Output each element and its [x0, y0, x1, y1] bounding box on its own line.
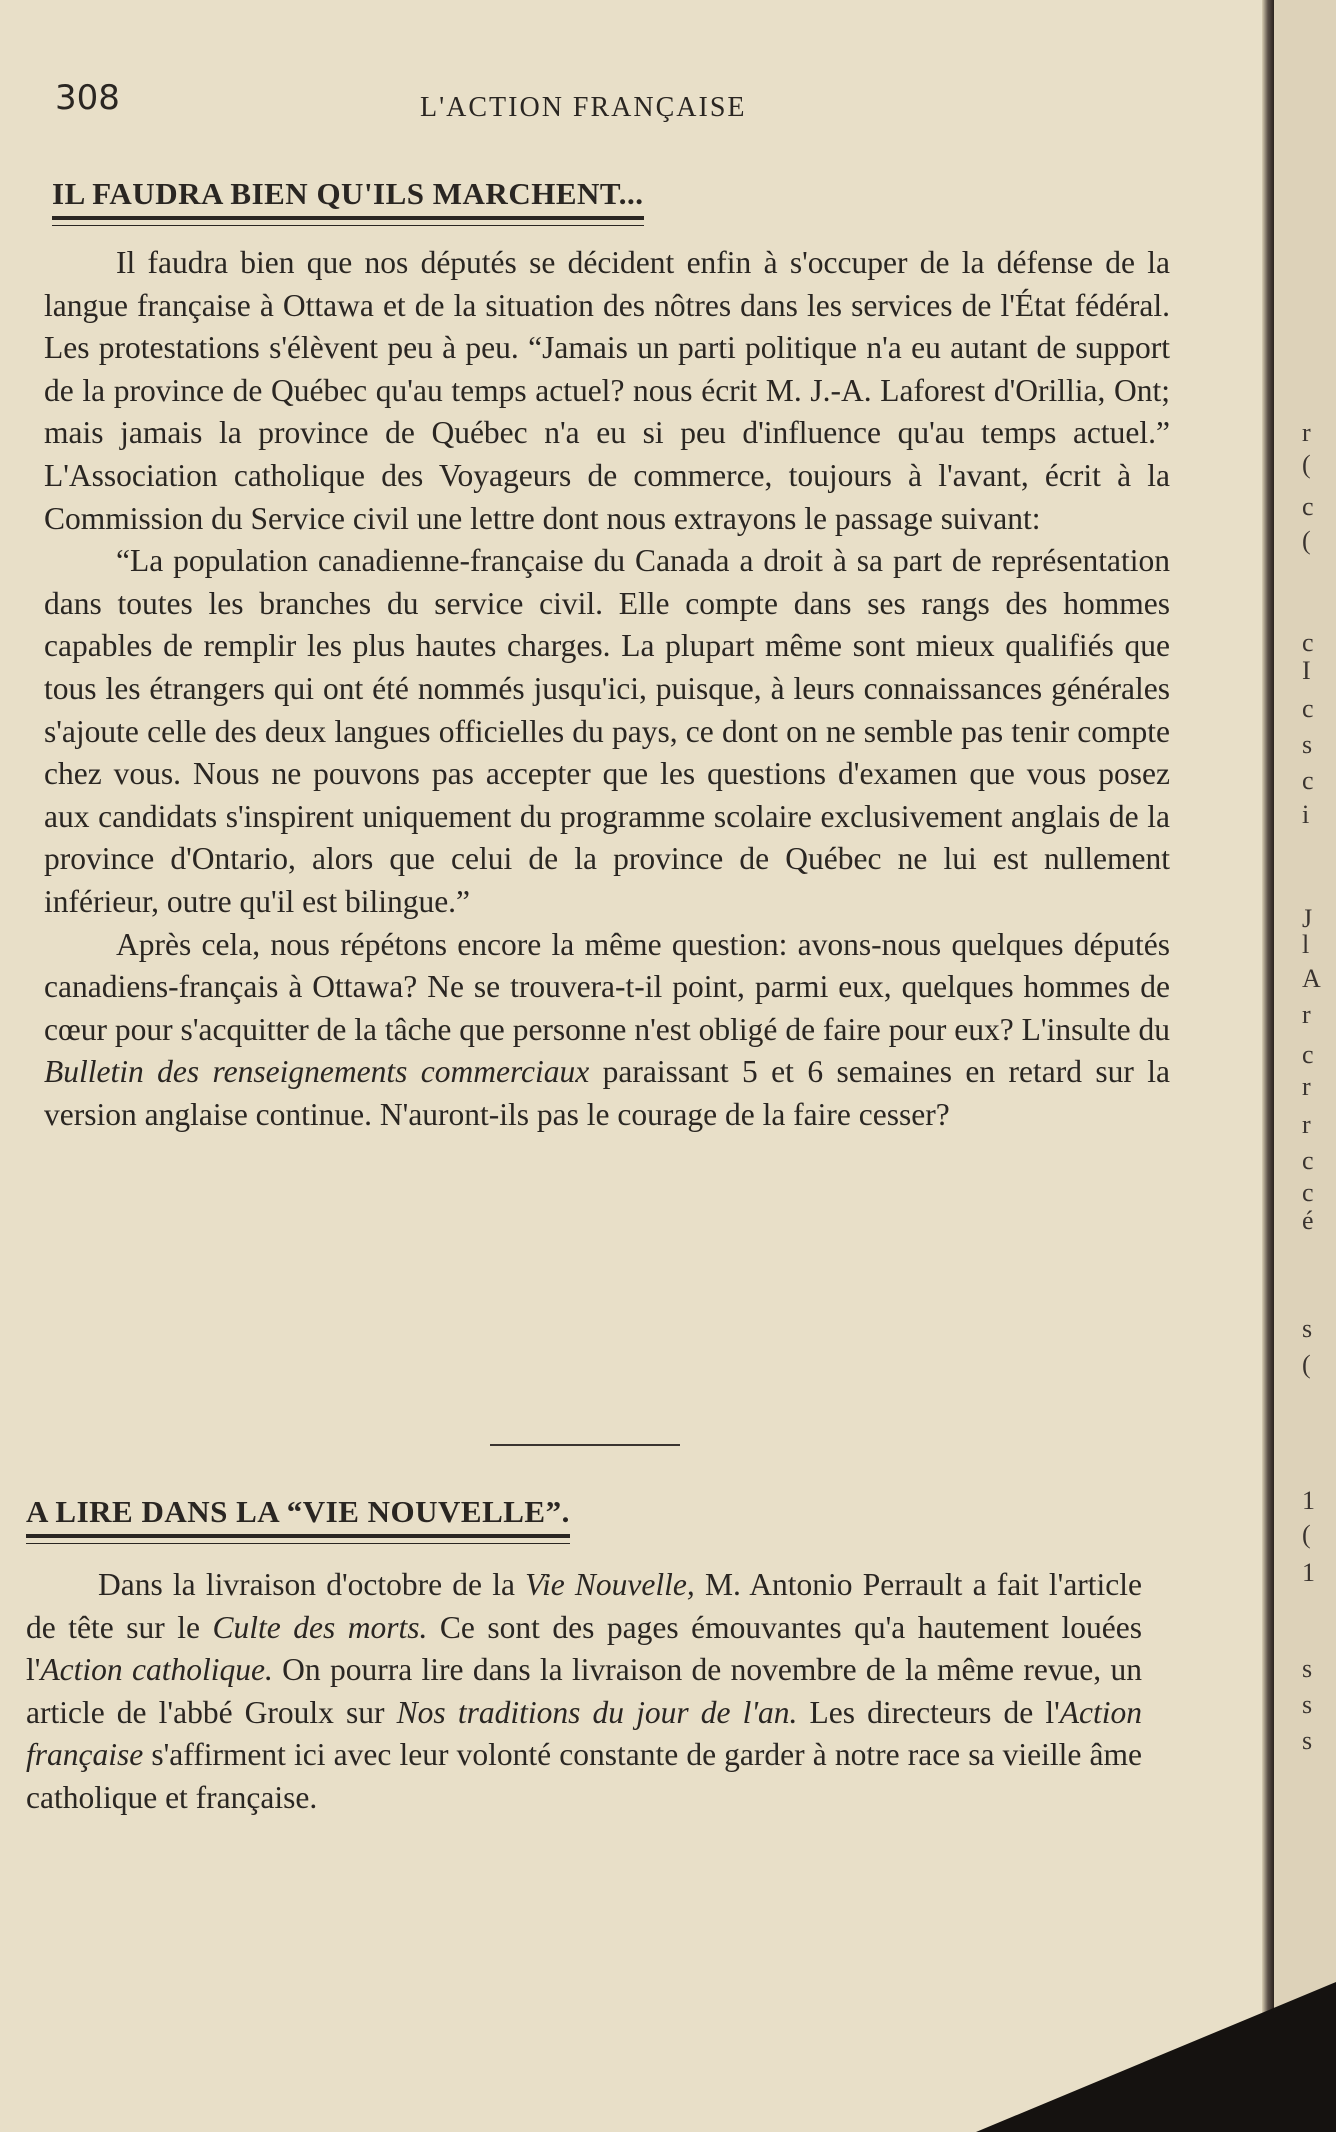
running-title: L'ACTION FRANÇAISE — [420, 92, 747, 123]
paragraph-3: Après cela, nous répétons encore la même question: avons-nous quelques députés canadiens-français à Ottawa? Ne se trouvera-t-il point, parmi eux, quelques hommes de cœur pour s'acquitter de la tâche que personne n'est obligé de faire pour eux? L'insulte du Bulletin des renseignements commerciaux paraissant 5 et 6 semaines en retard sur la version anglaise continue. N'auront-ils pas le courage de la faire cesser? — [44, 926, 1170, 1132]
paragraph-1: Il faudra bien que nos députés se décident enfin à s'occuper de la défense de la langue française à Ottawa et de la situation des nôtres dans les services de l'État fédéral. Les protestations s'élèvent peu à peu. “Jamais un parti politique n'a eu autant de support de la province de Québec qu'au temps actuel? nous écrit M. J.-A. Laforest d'Orillia, Ont; mais jamais la province de Québec n'a eu si peu d'influence qu'au temps actuel.” L'Association catholique des Voyageurs de commerce, toujours à l'avant, écrit à la Commission du Service civil une lettre dont nous extrayons le passage suivant: — [44, 245, 1170, 536]
paragraph-vie-nouvelle: Dans la livraison d'octobre de la Vie Nouvelle, M. Antonio Perrault a fait l'article de tête sur le Culte des morts. Ce sont des pages émouvantes qu'a hautement louées l'Action catholique. On pourra lire dans la livraison de novembre de la même revue, un article de l'abbé Groulx sur Nos traditions du jour de l'an. Les directeurs de l'Action française s'affirment ici avec leur volonté constante de garder à notre race sa vieille âme catholique et française. — [26, 1567, 1143, 1815]
section-1-body — [44, 242, 1170, 1136]
quote-paragraph: “La population canadienne-française du Canada a droit à sa part de représentation dans toutes les branches du service civil. Elle compte dans ses rangs des hommes capables de remplir les plus hautes charges. La plupart même sont mieux qualifiés que tous les étrangers qui ont été nommés jusqu'ici, puisque, à leurs connaissances générales s'ajoute celle des deux langues officielles du pays, ce dont on ne semble pas tenir compte chez vous. Nous ne pouvons pas accepter que les questions d'examen que vous posez aux candidats s'inspirent uniquement du programme scolaire exclusivement anglais de la province d'Ontario, alors que celui de la province de Québec ne lui est nullement inférieur, outre qu'il est bilingue.” — [44, 543, 1170, 919]
section-divider — [490, 1444, 680, 1446]
bulletin-title: Bulletin des renseignements commerciaux — [44, 1054, 590, 1090]
section-title-2: A LIRE DANS LA “VIE NOUVELLE”. — [26, 1494, 570, 1538]
book-gutter — [1262, 0, 1274, 2132]
adjacent-page-edge: r ( c ( c I c s c i J l A r c r r c c é s ( 1 ( 1 s s s — [1274, 0, 1336, 2132]
section-2-body — [26, 1564, 1142, 1820]
background-shadow — [976, 1982, 1336, 2132]
section-title-1: IL FAUDRA BIEN QU'ILS MARCHENT... — [52, 176, 644, 220]
page-number: 308 — [55, 78, 120, 118]
